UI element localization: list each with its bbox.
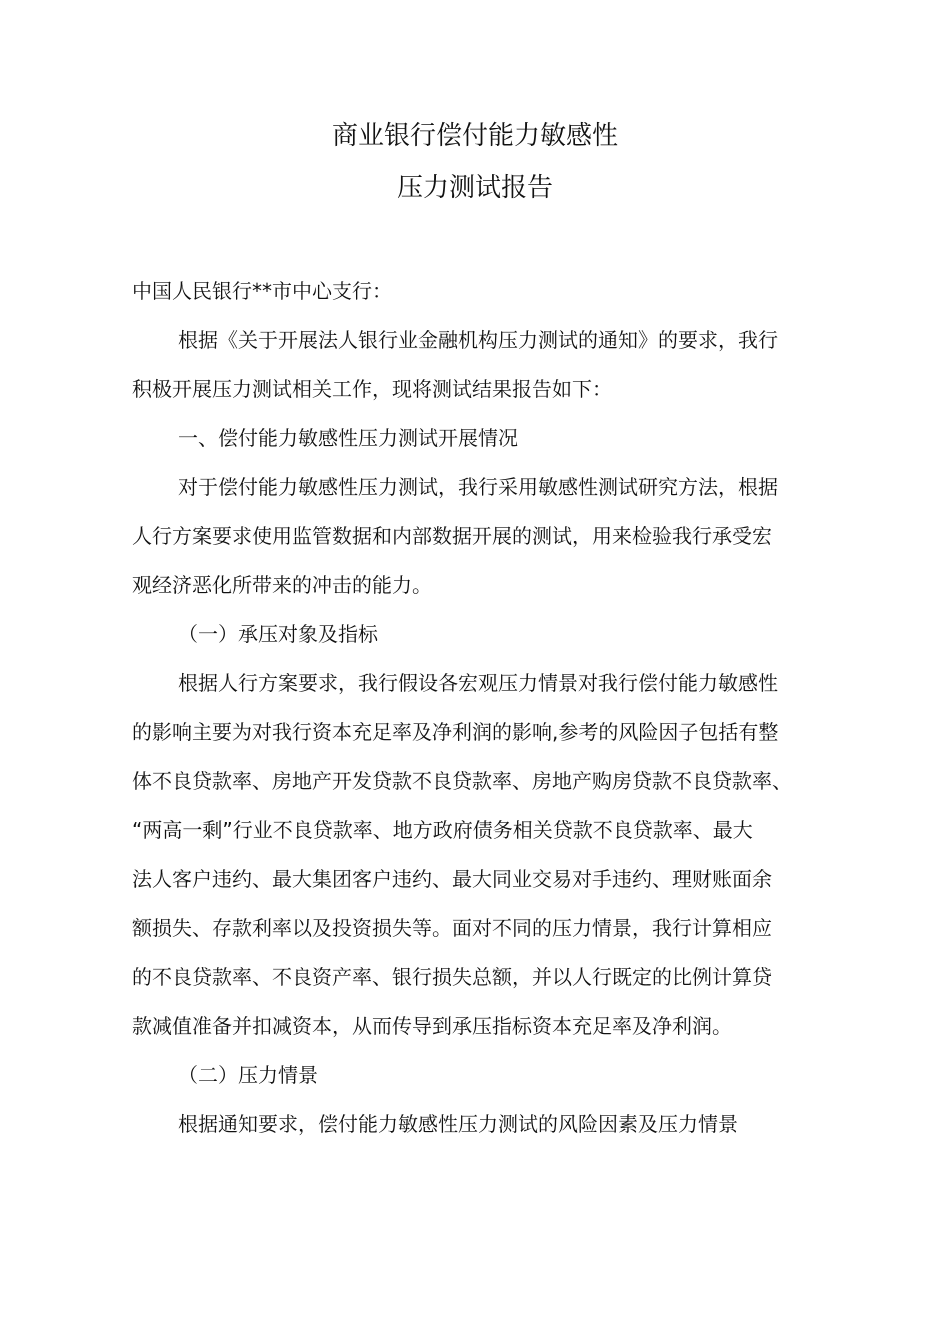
paragraph-line: 的影响主要为对我行资本充足率及净利润的影响,参考的风险因子包括有整 xyxy=(132,720,779,744)
document-title-line-2: 压力测试报告 xyxy=(396,173,553,203)
paragraph-line: 款减值准备并扣减资本，从而传导到承压指标资本充足率及净利润。 xyxy=(132,1014,732,1038)
paragraph-line: 的不良贷款率、不良资产率、银行损失总额，并以人行既定的比例计算贷 xyxy=(132,965,772,989)
paragraph-line: 根据《关于开展法人银行业金融机构压力测试的通知》的要求，我行 xyxy=(178,328,778,352)
paragraph-line: 根据人行方案要求，我行假设各宏观压力情景对我行偿付能力敏感性 xyxy=(178,671,778,695)
subsection-heading: （一）承压对象及指标 xyxy=(178,622,378,646)
paragraph-line: 对于偿付能力敏感性压力测试，我行采用敏感性测试研究方法，根据 xyxy=(178,475,778,499)
document-title-line-1: 商业银行偿付能力敏感性 xyxy=(331,121,618,151)
paragraph-line: 积极开展压力测试相关工作，现将测试结果报告如下： xyxy=(132,377,612,401)
paragraph-line: 根据通知要求，偿付能力敏感性压力测试的风险因素及压力情景 xyxy=(178,1112,738,1136)
paragraph-line: 法人客户违约、最大集团客户违约、最大同业交易对手违约、理财账面余 xyxy=(132,867,772,891)
paragraph-line: 观经济恶化所带来的冲击的能力。 xyxy=(132,573,432,597)
paragraph-line: 额损失、存款利率以及投资损失等。面对不同的压力情景，我行计算相应 xyxy=(132,916,772,940)
paragraph-line: 体不良贷款率、房地产开发贷款不良贷款率、房地产购房贷款不良贷款率、 xyxy=(132,769,792,793)
addressee: 中国人民银行**市中心支行： xyxy=(132,279,392,303)
paragraph-line: “两高一剩”行业不良贷款率、地方政府债务相关贷款不良贷款率、最大 xyxy=(132,818,753,842)
subsection-heading: （二）压力情景 xyxy=(178,1063,318,1087)
section-heading: 一、偿付能力敏感性压力测试开展情况 xyxy=(178,426,518,450)
paragraph-line: 人行方案要求使用监管数据和内部数据开展的测试，用来检验我行承受宏 xyxy=(132,524,772,548)
